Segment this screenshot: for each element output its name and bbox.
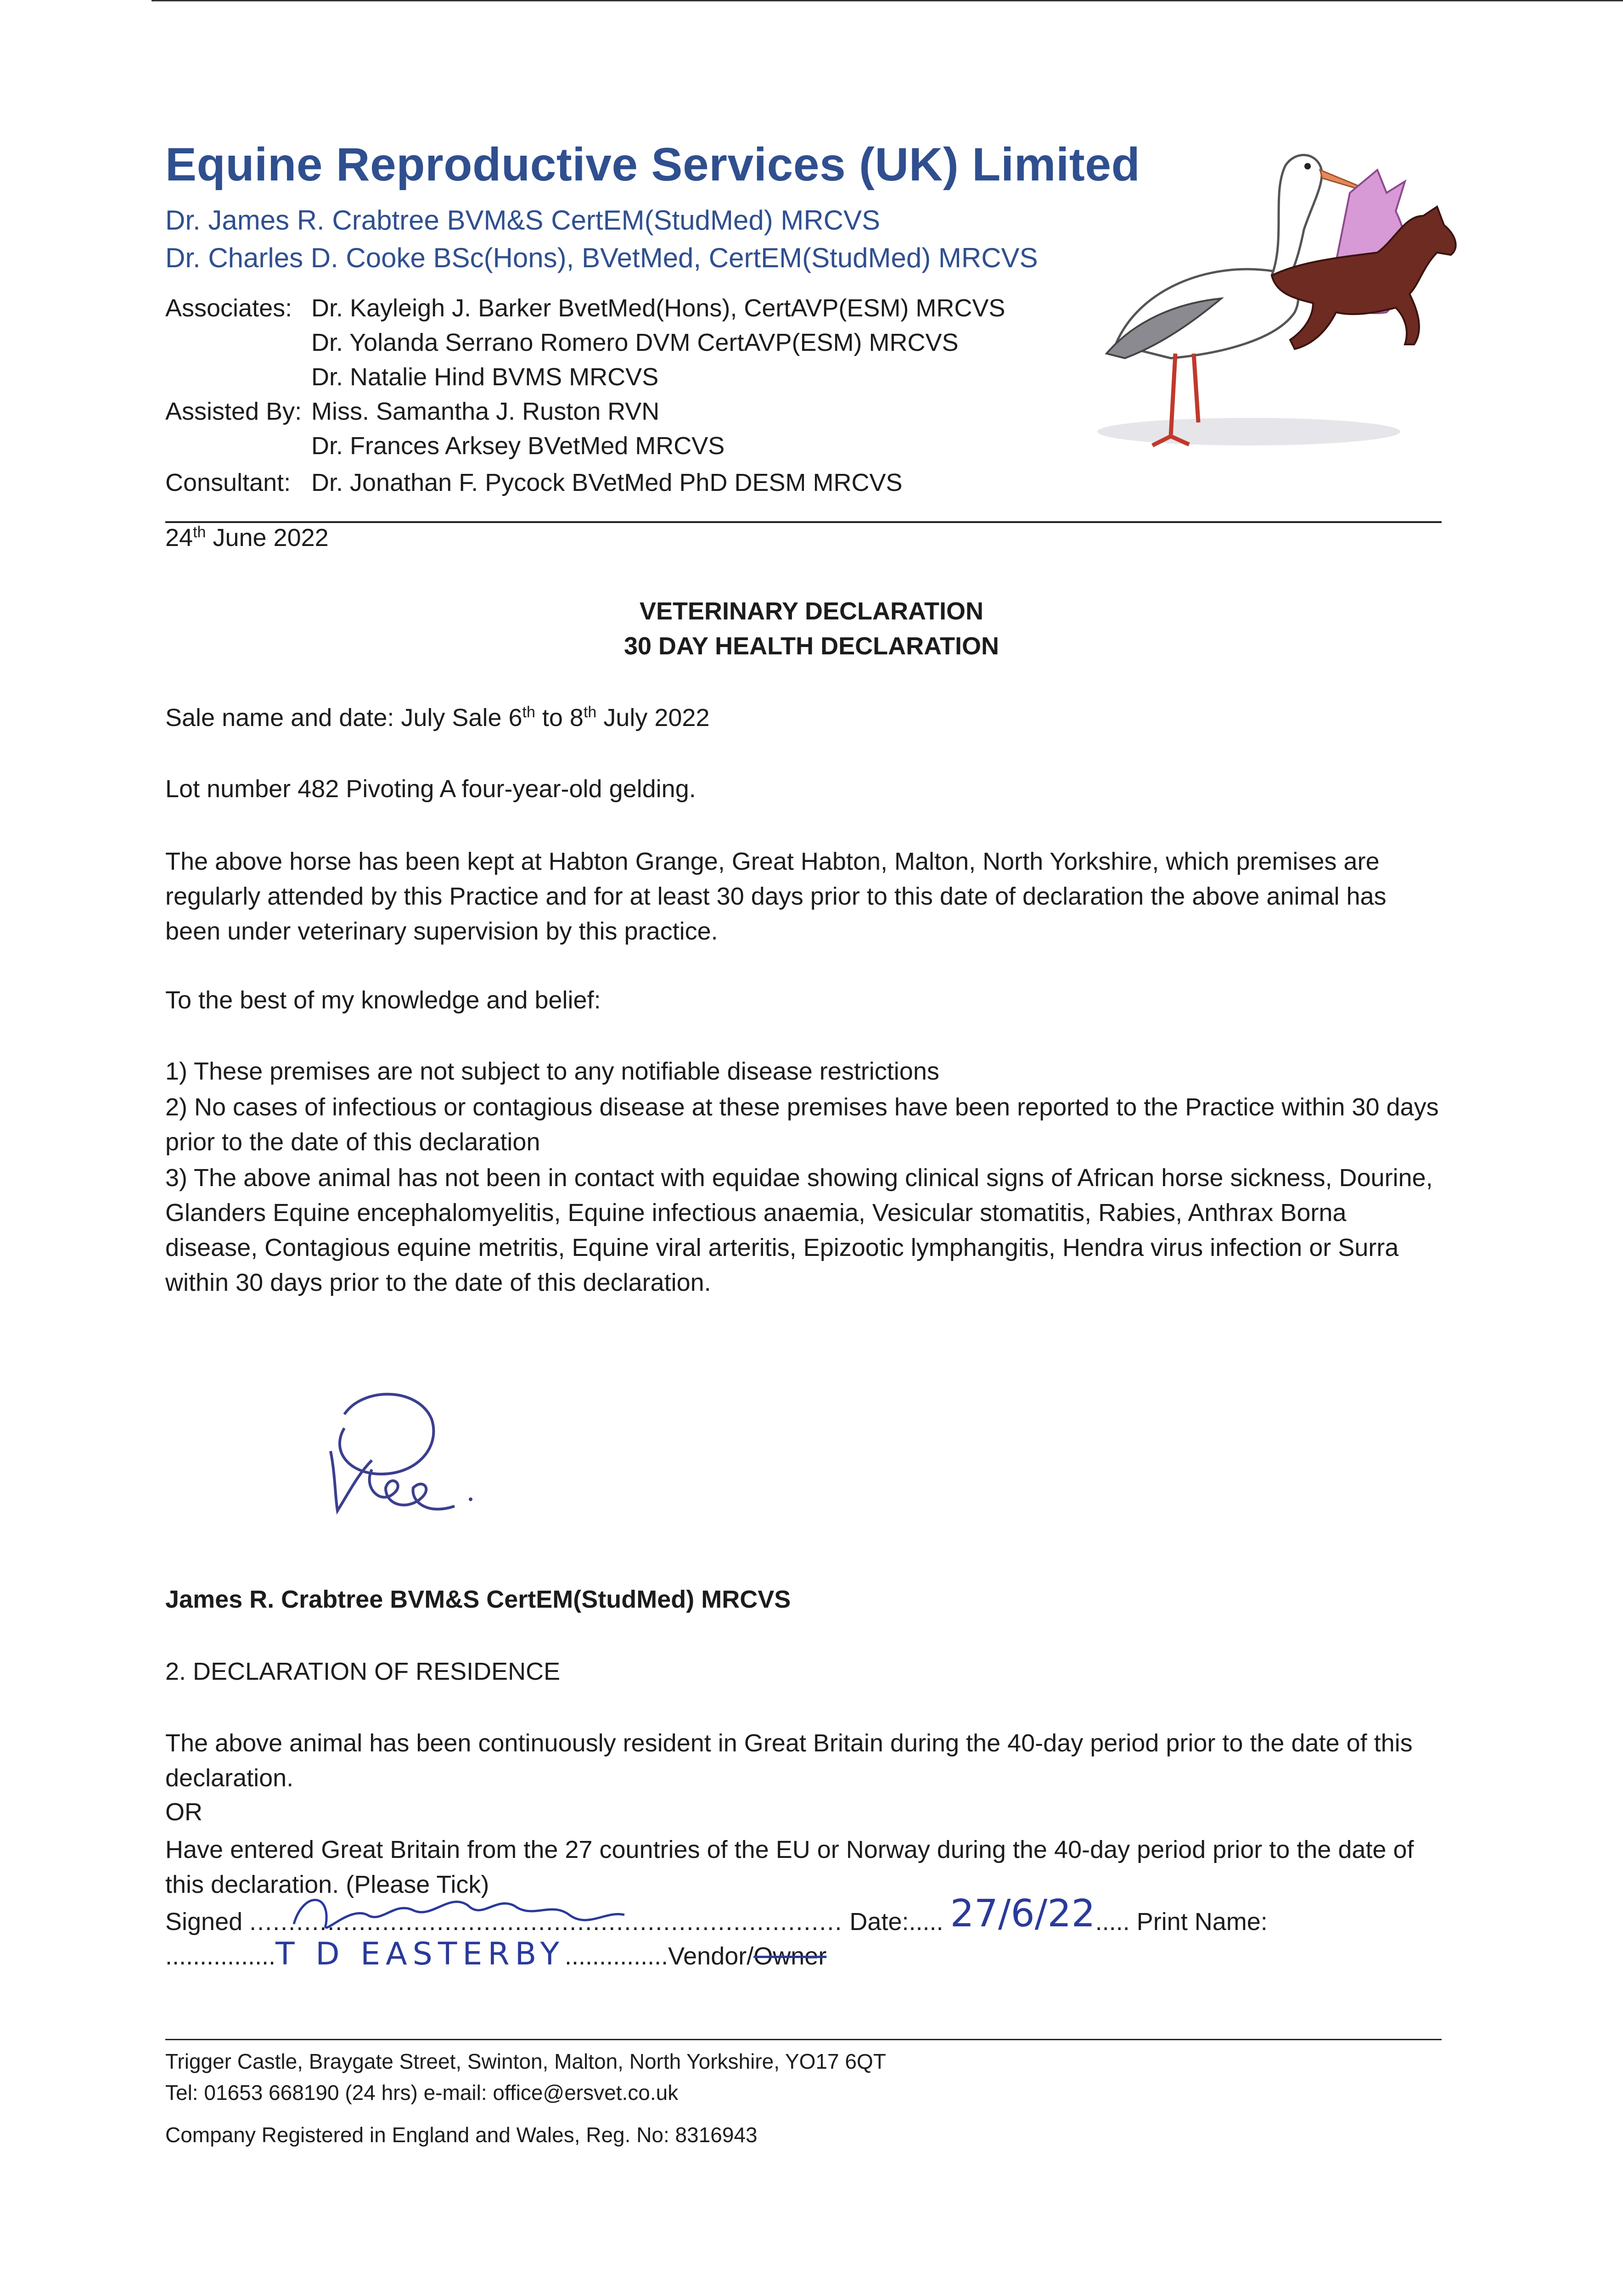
belief-line: To the best of my knowledge and belief: (165, 986, 601, 1014)
footer-address: Trigger Castle, Braygate Street, Swinton, Malton, North Yorkshire, YO17 6QT (165, 2049, 886, 2073)
associates-row-3 (165, 363, 658, 391)
assistant-1: Miss. Samantha J. Ruston RVN (311, 398, 660, 425)
assisted-row-1 (165, 397, 659, 426)
residence-paragraph-1: The above animal has been continuously resident in Great Britain during the 40-day period prior to the date of this declaration. (165, 1729, 1413, 1792)
letter-date: 24th June 2022 (165, 523, 329, 551)
residence-heading: 2. DECLARATION OF RESIDENCE (165, 1658, 561, 1685)
handwritten-print-name: T D EASTERBY (275, 1936, 565, 1972)
associates-label: Associates: (165, 294, 292, 322)
premises-paragraph: The above horse has been kept at Habton Grange, Great Habton, Malton, North Yorkshire, which premises are regularly attended by this Practice and for at least 30 days prior to this date of declaration the above animal has been under veterinary supervision by this practice. (165, 848, 1387, 945)
consultant-row (165, 468, 902, 497)
vet-signature (317, 1382, 500, 1529)
associates-row-1 (165, 294, 1005, 322)
stork-logo-icon (1056, 138, 1469, 459)
signed-row: Signed ............................................................................ Date:..... 27/6/22..... Print Name: (165, 1892, 1268, 1936)
point-1: 1) These premises are not subject to any notifiable disease restrictions (165, 1058, 939, 1085)
consultant: Dr. Jonathan F. Pycock BVetMed PhD DESM MRCVS (311, 469, 903, 496)
point-2: 2) No cases of infectious or contagious disease at these premises have been reported to the Practice within 30 days prior to the date of this declaration (165, 1093, 1439, 1156)
associate-1: Dr. Kayleigh J. Barker BvetMed(Hons), CertAVP(ESM) MRCVS (311, 294, 1005, 322)
lot-line: Lot number 482 Pivoting A four-year-old gelding. (165, 775, 696, 803)
associate-3: Dr. Natalie Hind BVMS MRCVS (311, 363, 659, 391)
residence-or: OR (165, 1798, 202, 1826)
assisted-row-2 (165, 432, 724, 460)
title-health-declaration: 30 DAY HEALTH DECLARATION (623, 632, 1000, 660)
title-veterinary-declaration: VETERINARY DECLARATION (639, 597, 984, 625)
print-name-row: ................T D EASTERBY...............Vendor/Owner (165, 1936, 827, 1972)
footer-contact: Tel: 01653 668190 (24 hrs) e-mail: office@ersvet.co.uk (165, 2081, 679, 2105)
consultant-label: Consultant: (165, 469, 291, 496)
vendor-signature (275, 1874, 643, 1942)
footer-rule (165, 2039, 1442, 2040)
assisted-label: Assisted By: (165, 398, 302, 425)
header-rule (165, 521, 1442, 523)
vendor-option: Vendor/ (668, 1942, 754, 1970)
residence-paragraph-2: Have entered Great Britain from the 27 countries of the EU or Norway during the 40-day period prior to the date of this declaration. (Please Tick) (165, 1836, 1414, 1898)
scan-top-edge (152, 0, 1623, 1)
principal-1: Dr. James R. Crabtree BVM&S CertEM(StudMed) MRCVS (165, 205, 881, 236)
point-3: 3) The above animal has not been in contact with equidae showing clinical signs of African horse sickness, Dourine, Glanders Equine encephalomyelitis, Equine infectious anaemia, Vesicular stomatitis, Rabies, Anthrax Borna disease, Contagious equine metritis, Equine viral arteritis, Epizootic lymphangitis, Hendra virus infection or Surra within 30 days prior to the date of this declaration. (165, 1164, 1433, 1296)
date-label: Date: (849, 1908, 909, 1936)
footer-registration: Company Registered in England and Wales, Reg. No: 8316943 (165, 2123, 758, 2147)
company-name: Equine Reproductive Services (UK) Limited (165, 138, 1140, 191)
associates-row-2 (165, 328, 958, 357)
handwritten-date: 27/6/22 (950, 1892, 1095, 1936)
signer-name: James R. Crabtree BVM&S CertEM(StudMed) MRCVS (165, 1586, 791, 1613)
principal-2: Dr. Charles D. Cooke BSc(Hons), BVetMed, CertEM(StudMed) MRCVS (165, 242, 1038, 273)
signed-label: Signed (165, 1908, 243, 1936)
owner-option-struck: Owner (753, 1942, 827, 1970)
sale-line: Sale name and date: July Sale 6th to 8th July 2022 (165, 703, 710, 732)
print-name-label: Print Name: (1136, 1908, 1268, 1936)
assistant-2: Dr. Frances Arksey BVetMed MRCVS (311, 432, 725, 460)
associate-2: Dr. Yolanda Serrano Romero DVM CertAVP(ESM) MRCVS (311, 329, 959, 356)
